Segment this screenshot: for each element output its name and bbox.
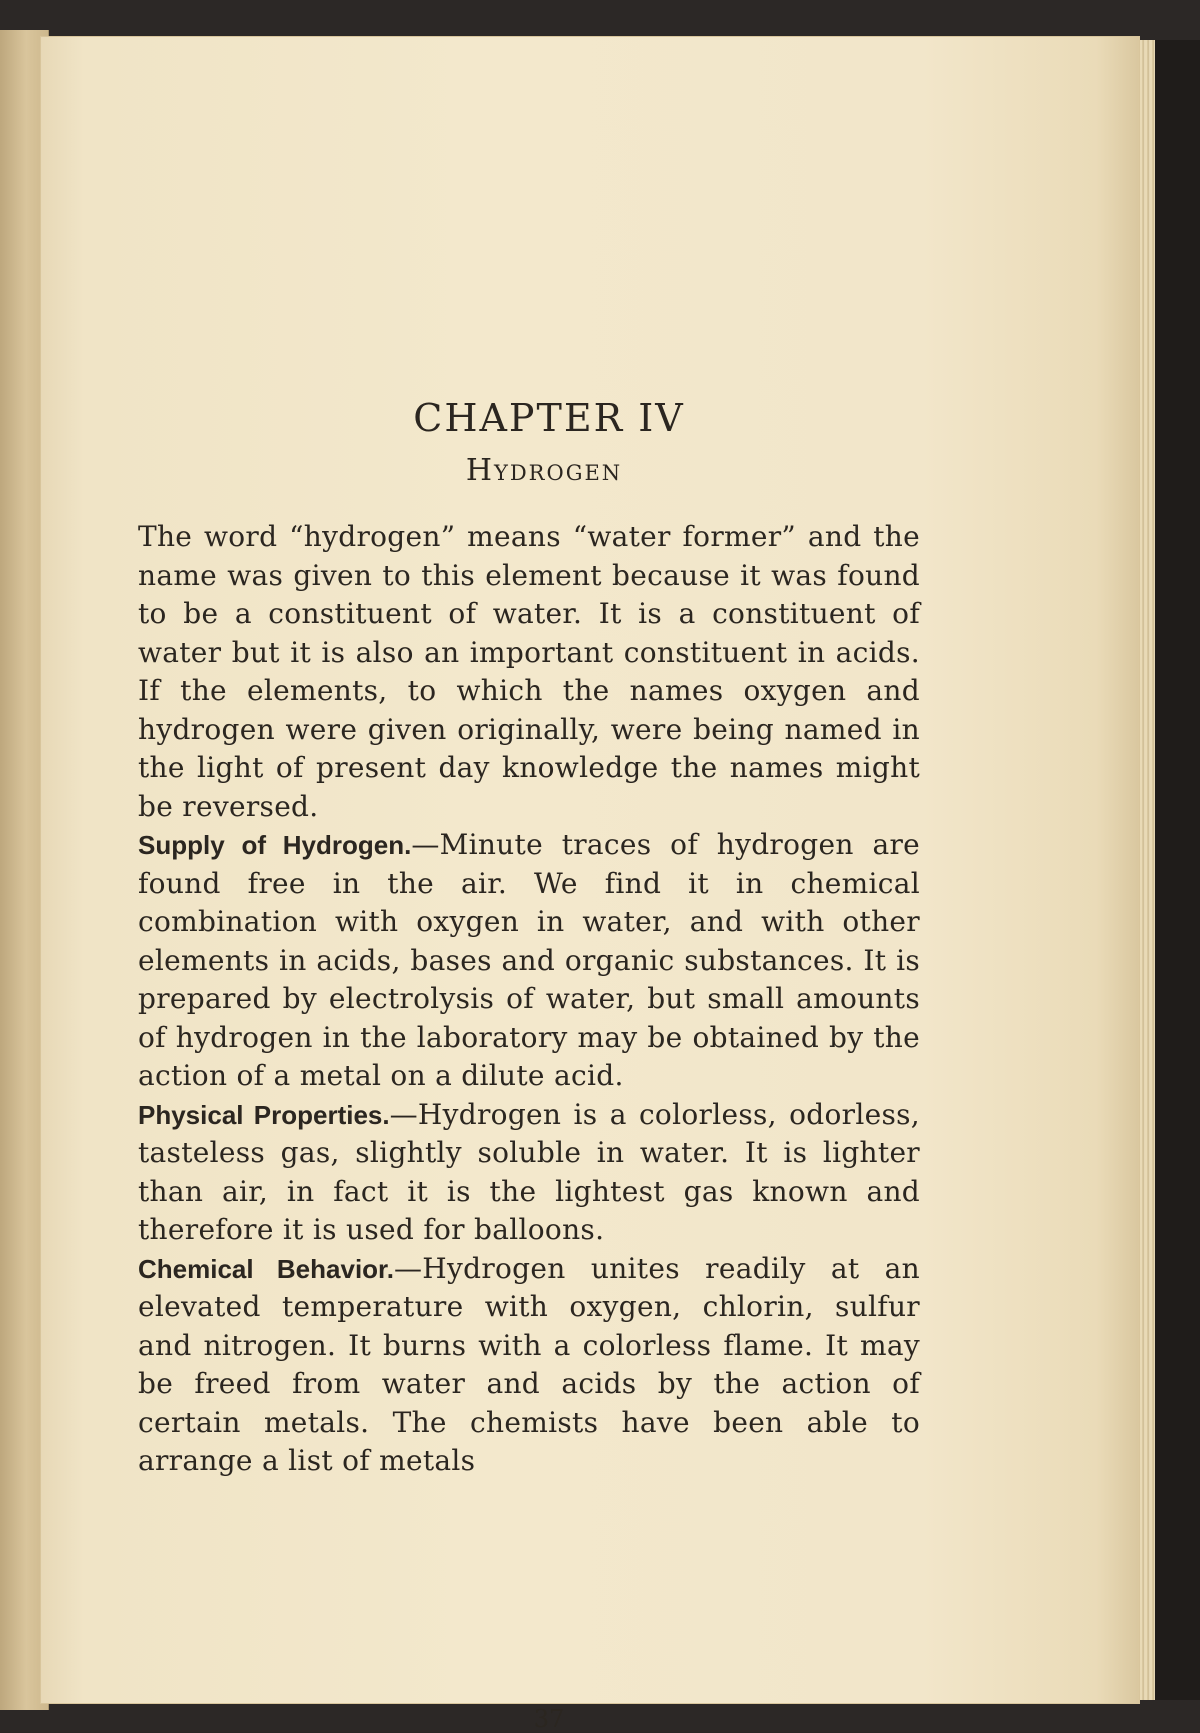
chapter-heading: CHAPTER IV (413, 396, 685, 440)
book-binding-shadow (1155, 40, 1200, 1700)
paragraph-intro-text: The word “hydrogen” means “water former” and the name was given to this element because it was found to be a constituent of water. It is a constituent of water but it is also an important constituent in acids. If the elements, to which the names oxygen and hydrogen were given originally, were being named in the light of present day knowledge the names might be reversed. (138, 520, 920, 823)
paragraph-intro (138, 518, 920, 826)
chapter-title: Hydrogen (465, 453, 623, 488)
paragraph-supply-lead: Supply of Hydrogen. (138, 830, 412, 860)
paragraph-physical-lead: Physical Properties. (138, 1099, 390, 1130)
paragraph-physical (138, 1096, 920, 1250)
paragraph-chemical (138, 1250, 920, 1481)
paragraph-chemical-text: —Hydrogen unites readily at an elevated temperature with oxygen, chlorin, sulfur and nitrogen. It burns with a colorless flame. It may be freed from water and acids by the action of certain metals. The chemists have been able to arrange a list of metals (138, 1251, 920, 1477)
paragraph-supply-text: —Minute traces of hydrogen are found free in the air. We find it in chemical combination with oxygen in water, and with other elements in acids, bases and organic substances. It is prepared by electrolysis of water, but small amounts of hydrogen in the laboratory may be obtained by the action of a metal on a dilute acid. (138, 828, 920, 1092)
page-number: 37 (533, 1705, 565, 1733)
page-text-block (138, 396, 920, 1733)
paragraph-physical-text: —Hydrogen is a colorless, odorless, tasteless gas, slightly soluble in water. It is lighter than air, in fact it is the lightest gas known and therefore it is used for balloons. (138, 1097, 920, 1246)
paragraph-supply (138, 826, 920, 1096)
paragraph-chemical-lead: Chemical Behavior. (138, 1253, 394, 1284)
